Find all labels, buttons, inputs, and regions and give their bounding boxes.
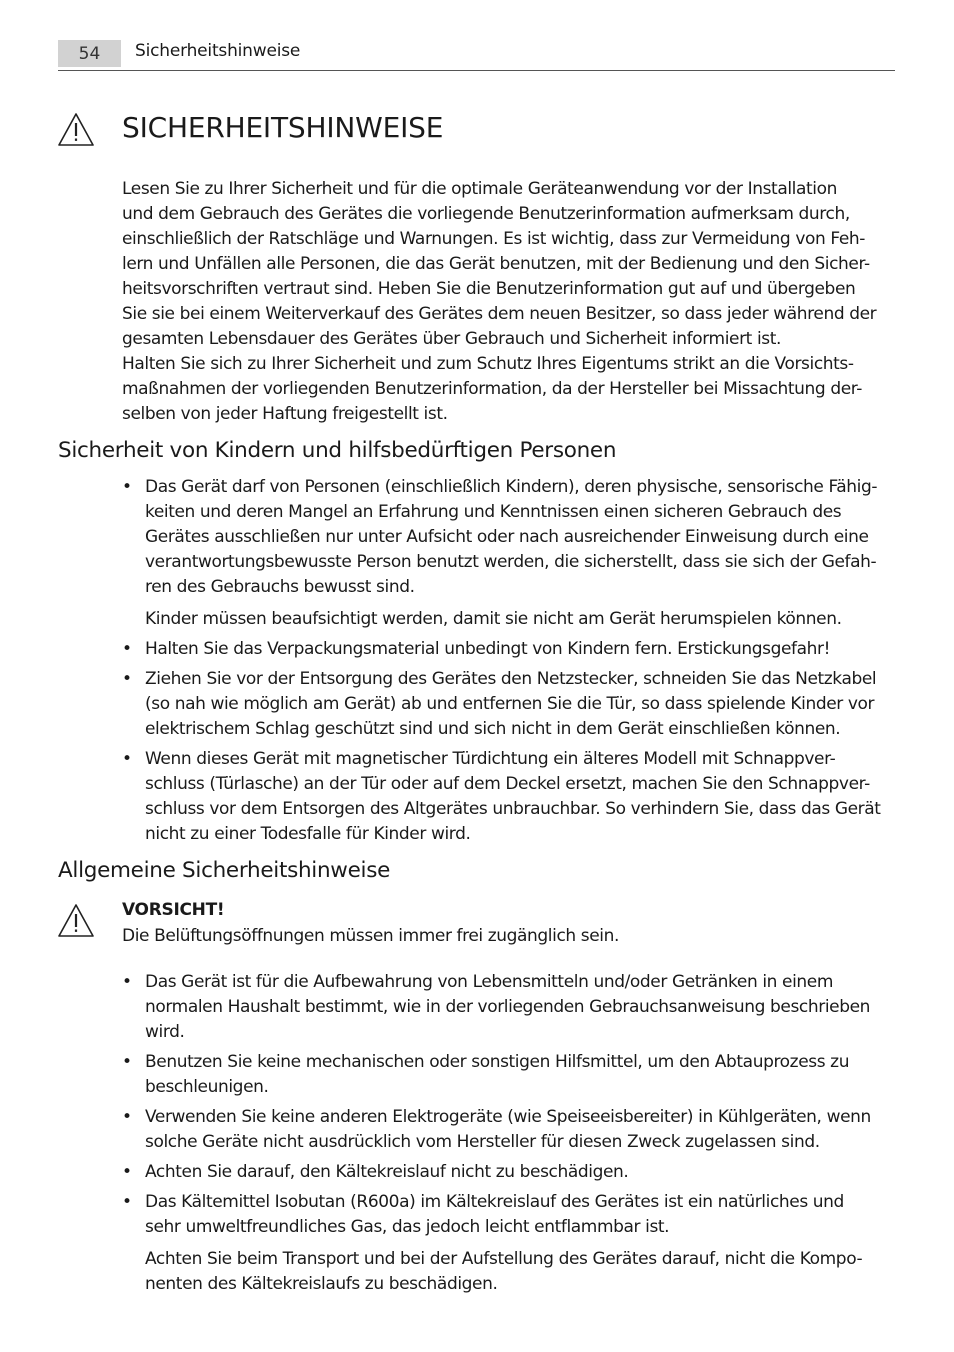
text-line: gesamten Lebensdauer des Gerätes über Gebrauch und Sicherheit informiert ist. — [122, 329, 781, 349]
page-title: SICHERHEITSHINWEISE — [122, 111, 444, 144]
text-line: nenten des Kältekreislaufs zu beschädigen. — [145, 1274, 498, 1294]
text-line: verantwortungsbewusste Person benutzt werden, die sicherstellt, dass sie sich der Gefah- — [145, 552, 877, 572]
section-heading-children: Sicherheit von Kindern und hilfsbedürftigen Personen — [58, 438, 617, 463]
text-line: beschleunigen. — [145, 1077, 269, 1097]
warning-triangle-icon — [57, 112, 95, 148]
text-line: solche Geräte nicht ausdrücklich vom Hersteller für diesen Zweck zugelassen sind. — [145, 1132, 820, 1152]
warning-triangle-icon — [57, 903, 95, 939]
text-line: wird. — [145, 1022, 185, 1042]
bullet-note — [145, 1247, 902, 1297]
bullet-icon: • — [122, 639, 132, 659]
text-line: Wenn dieses Gerät mit magnetischer Türdichtung ein älteres Modell mit Schnappver- — [145, 749, 836, 769]
bullet-note: Kinder müssen beaufsichtigt werden, damit sie nicht am Gerät herumspielen können. — [145, 609, 842, 629]
bullet-icon: • — [122, 749, 132, 769]
text-line: elektrischem Schlag geschützt sind und sich nicht in dem Gerät einschließen können. — [145, 719, 841, 739]
text-line: keiten und deren Mangel an Erfahrung und Kenntnissen einen sicheren Gebrauch des — [145, 502, 842, 522]
text-line: Ziehen Sie vor der Entsorgung des Gerätes den Netzstecker, schneiden Sie das Netzkabel — [145, 669, 877, 689]
text-line: lern und Unfällen alle Personen, die das Gerät benutzen, mit der Bedienung und den Sicher- — [122, 254, 870, 274]
text-line: Das Gerät darf von Personen (einschließlich Kindern), deren physische, sensorische Fähig- — [145, 477, 878, 497]
text-line: Das Kältemittel Isobutan (R600a) im Kältekreislauf des Gerätes ist ein natürliches und — [145, 1192, 844, 1212]
caution-text: Die Belüftungsöffnungen müssen immer frei zugänglich sein. — [122, 926, 619, 946]
text-line: heitsvorschriften vertraut sind. Heben Sie die Benutzerinformation gut auf und übergeben — [122, 279, 856, 299]
text-line: schluss (Türlasche) an der Tür oder auf dem Deckel ersetzt, machen Sie den Schnappver- — [145, 774, 870, 794]
text-line: Sie sie bei einem Weiterverkauf des Gerätes dem neuen Besitzer, so dass jeder während der — [122, 304, 877, 324]
bullet-icon: • — [122, 477, 132, 497]
page-number: 54 — [58, 40, 121, 67]
list-item — [122, 475, 902, 600]
text-line: Achten Sie beim Transport und bei der Aufstellung des Gerätes darauf, nicht die Kompo- — [145, 1249, 863, 1269]
text-line: (so nah wie möglich am Gerät) ab und entfernen Sie die Tür, so dass spielende Kinder vor — [145, 694, 875, 714]
running-header: Sicherheitshinweise — [135, 41, 301, 61]
bullet-icon: • — [122, 1162, 132, 1182]
text-line: Das Gerät ist für die Aufbewahrung von Lebensmitteln und/oder Getränken in einem — [145, 972, 833, 992]
bullet-icon: • — [122, 669, 132, 689]
text-line: schluss vor dem Entsorgen des Altgerätes unbrauchbar. So verhindern Sie, dass das Gerät — [145, 799, 881, 819]
bullet-icon: • — [122, 1052, 132, 1072]
text-line: Benutzen Sie keine mechanischen oder sonstigen Hilfsmittel, um den Abtauprozess zu — [145, 1052, 850, 1072]
text-line: Gerätes ausschließen nur unter Aufsicht oder nach ausreichender Einweisung durch eine — [145, 527, 869, 547]
text-line: selben von jeder Haftung freigestellt ist. — [122, 404, 448, 424]
list-item — [122, 1050, 902, 1100]
bullet-icon: • — [122, 972, 132, 992]
bullet-icon: • — [122, 1107, 132, 1127]
text-line: Achten Sie darauf, den Kältekreislauf nicht zu beschädigen. — [145, 1162, 629, 1182]
text-line: nicht zu einer Todesfalle für Kinder wird. — [145, 824, 471, 844]
list-item — [122, 1160, 902, 1185]
text-line: Lesen Sie zu Ihrer Sicherheit und für die optimale Geräteanwendung vor der Installation — [122, 179, 837, 199]
text-line: maßnahmen der vorliegenden Benutzerinformation, da der Hersteller bei Missachtung der- — [122, 379, 863, 399]
list-item — [122, 970, 902, 1045]
section-heading-general: Allgemeine Sicherheitshinweise — [58, 858, 391, 883]
list-item — [122, 1105, 902, 1155]
text-line: sehr umweltfreundliches Gas, das jedoch leicht entflammbar ist. — [145, 1217, 670, 1237]
intro-paragraph — [122, 177, 902, 427]
list-item — [122, 667, 902, 742]
text-line: ren des Gebrauchs bewusst sind. — [145, 577, 415, 597]
text-line: und dem Gebrauch des Gerätes die vorliegende Benutzerinformation aufmerksam durch, — [122, 204, 850, 224]
text-line: Halten Sie sich zu Ihrer Sicherheit und zum Schutz Ihres Eigentums strikt an die Vorsichts- — [122, 354, 854, 374]
text-line: einschließlich der Ratschläge und Warnungen. Es ist wichtig, dass zur Vermeidung von Feh- — [122, 229, 865, 249]
header-divider — [58, 70, 895, 71]
caution-label: VORSICHT! — [122, 900, 225, 920]
bullet-icon: • — [122, 1192, 132, 1212]
list-item — [122, 1190, 902, 1240]
list-item — [122, 637, 902, 662]
text-line: Verwenden Sie keine anderen Elektrogeräte (wie Speiseeisbereiter) in Kühlgeräten, wenn — [145, 1107, 871, 1127]
text-line: Halten Sie das Verpackungsmaterial unbedingt von Kindern fern. Erstickungsgefahr! — [145, 639, 831, 659]
text-line: normalen Haushalt bestimmt, wie in der vorliegenden Gebrauchsanweisung beschrieben — [145, 997, 871, 1017]
list-item — [122, 747, 902, 847]
